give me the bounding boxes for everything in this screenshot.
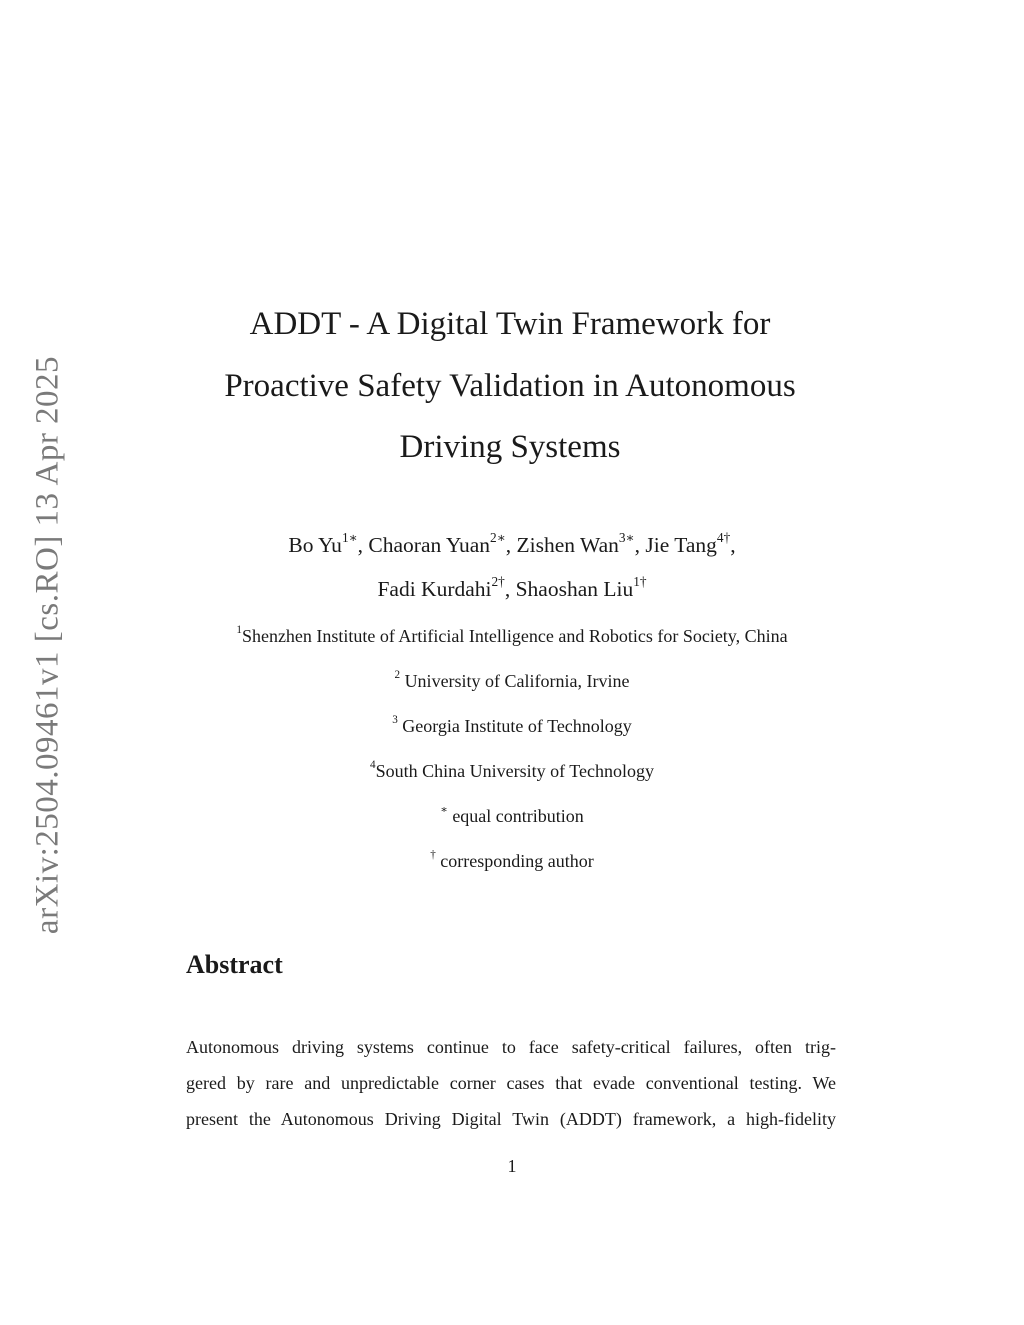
footnote-marker: ∗ [440,804,448,817]
abstract-line: gered by rare and unpredictable corner cases that evade conventional testing. We [186,1073,836,1093]
author-name: Zishen Wan [516,533,619,557]
arxiv-identifier-stamp: arXiv:2504.09461v1 [cs.RO] 13 Apr 2025 [29,355,66,935]
author-marker: 4† [716,529,731,545]
author-marker: 1∗ [341,529,358,545]
author-line-1: Bo $Yu^{1∗}$, Chaoran Yuan$^{2∗}$, Zishen Wan$^{3∗}$, Jie Tang$^{4\dagger}$, [288,529,736,557]
author-marker: 2† [491,573,505,589]
affiliation-text: Georgia Institute of Technology [397,716,632,736]
affiliation-3 [112,716,912,737]
affiliation-marker: 4 [370,759,376,772]
footnote-text: equal contribution [447,806,584,826]
abstract-line: Autonomous driving systems continue to face safety-critical failures, often trig- [186,1037,836,1057]
author-name: Fadi Kurdahi [377,577,492,601]
author-marker: 2∗ [490,529,506,545]
affiliation-text: Shenzhen Institute of Artificial Intelligence and Robotics for Society, China [241,626,788,646]
affiliation-text: South China University of Technology [375,761,654,781]
affiliation-marker: 3 [392,714,398,727]
paper-title-line-3: Driving Systems [399,429,621,465]
affiliation-marker: 2 [394,669,401,682]
footnote-marker: † [430,849,436,862]
author-name: Chaoran Yuan [368,533,491,557]
author-marker: 1† [633,573,647,589]
paper-title-line-1: ADDT - A Digital Twin Framework for [249,306,771,342]
footnote-corresponding-author [112,851,912,872]
author-line-2: Fadi Kurdahi$^{2\dagger}$, Shaoshan Liu$^{1\dagger}$ [377,573,647,601]
footnote-text: corresponding author [435,851,594,871]
author-name: Shaoshan Liu [515,577,634,601]
affiliation-marker: 1 [236,624,242,637]
abstract-body [186,1031,836,1139]
abstract-heading: Abstract [186,950,283,979]
footnote-equal-contribution [112,806,912,827]
author-name: Bo Yu [288,533,342,557]
abstract-line: present the Autonomous Driving Digital Twin (ADDT) framework, a high-fidelity [186,1109,836,1129]
page-number: 1 [507,1156,517,1176]
paper-title-line-2: Proactive Safety Validation in Autonomous [224,368,796,404]
affiliation-4 [112,761,912,782]
affiliation-text: University of California, Irvine [400,671,630,691]
author-marker: 3∗ [618,529,635,545]
affiliation-1 [112,626,912,647]
author-name: Jie Tang [645,533,717,557]
affiliation-2 [112,671,912,692]
